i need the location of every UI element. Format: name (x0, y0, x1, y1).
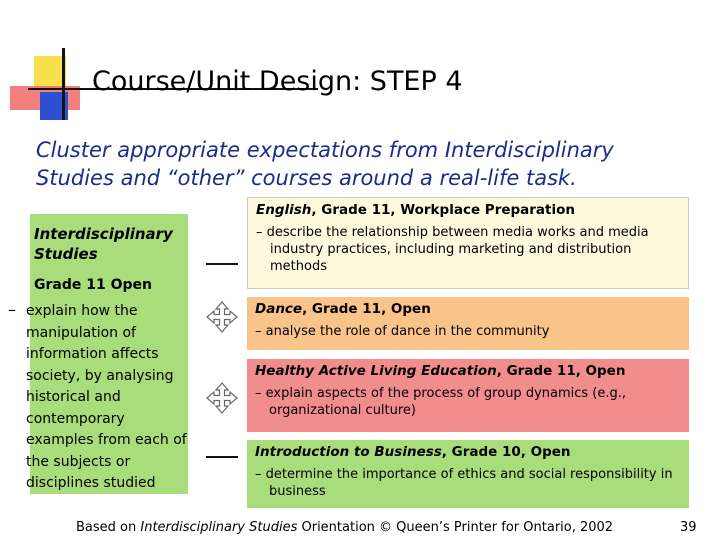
health-course-heading (255, 362, 689, 380)
course-grade: , Grade 10, Open (441, 444, 571, 460)
health-course-box (247, 359, 689, 432)
health-course-expectation: – explain aspects of the process of group dynamics (e.g., organizational culture) (255, 386, 627, 418)
connector-dash-business (206, 456, 238, 458)
footer-italic: Interdisciplinary Studies (140, 520, 298, 535)
business-course-heading (255, 443, 689, 461)
footer-prefix: Based on (76, 520, 141, 535)
four-way-arrow-icon (205, 381, 239, 415)
english-course-box (247, 197, 689, 289)
business-course-box (247, 440, 689, 508)
interdisciplinary-grade: Grade 11 Open (34, 277, 152, 293)
course-subject: English (256, 202, 312, 218)
interdisciplinary-expectation: explain how the manipulation of information affects society, by analysing historical and contemporary examples from each of the subjects or disciplines studied (26, 303, 187, 491)
business-course-expectation: – determine the importance of ethics and social responsibility in business (255, 467, 673, 499)
course-subject: Introduction to Business (255, 444, 442, 460)
footer-suffix: Orientation © Queen’s Printer for Ontario, 2002 (297, 520, 614, 535)
slide-title: Course/Unit Design: STEP 4 (92, 66, 463, 97)
course-subject: Healthy Active Living Education (255, 363, 497, 379)
connector-dash-english (206, 263, 238, 265)
interdisciplinary-title: Interdisciplinary Studies (34, 225, 173, 263)
course-grade: , Grade 11, Open (496, 363, 626, 379)
footer-citation (76, 520, 613, 535)
slide-subtitle: Cluster appropriate expectations from Interdisciplinary Studies and “other” courses around a real-life task. (36, 138, 614, 190)
dance-course-expectation: – analyse the role of dance in the community (255, 324, 550, 339)
interdisciplinary-bullet: – (8, 300, 16, 319)
english-course-expectation: – describe the relationship between media works and media industry practices, including marketing and distribution methods (256, 225, 649, 274)
course-grade: , Grade 11, Workplace Preparation (311, 202, 576, 218)
course-subject: Dance (255, 301, 303, 317)
page-number: 39 (680, 520, 697, 535)
four-way-arrow-icon (205, 300, 239, 334)
dance-course-box (247, 297, 689, 350)
dance-course-heading (255, 300, 689, 318)
course-grade: , Grade 11, Open (302, 301, 431, 317)
english-course-heading (256, 201, 688, 219)
logo-vertical-line (62, 48, 65, 120)
